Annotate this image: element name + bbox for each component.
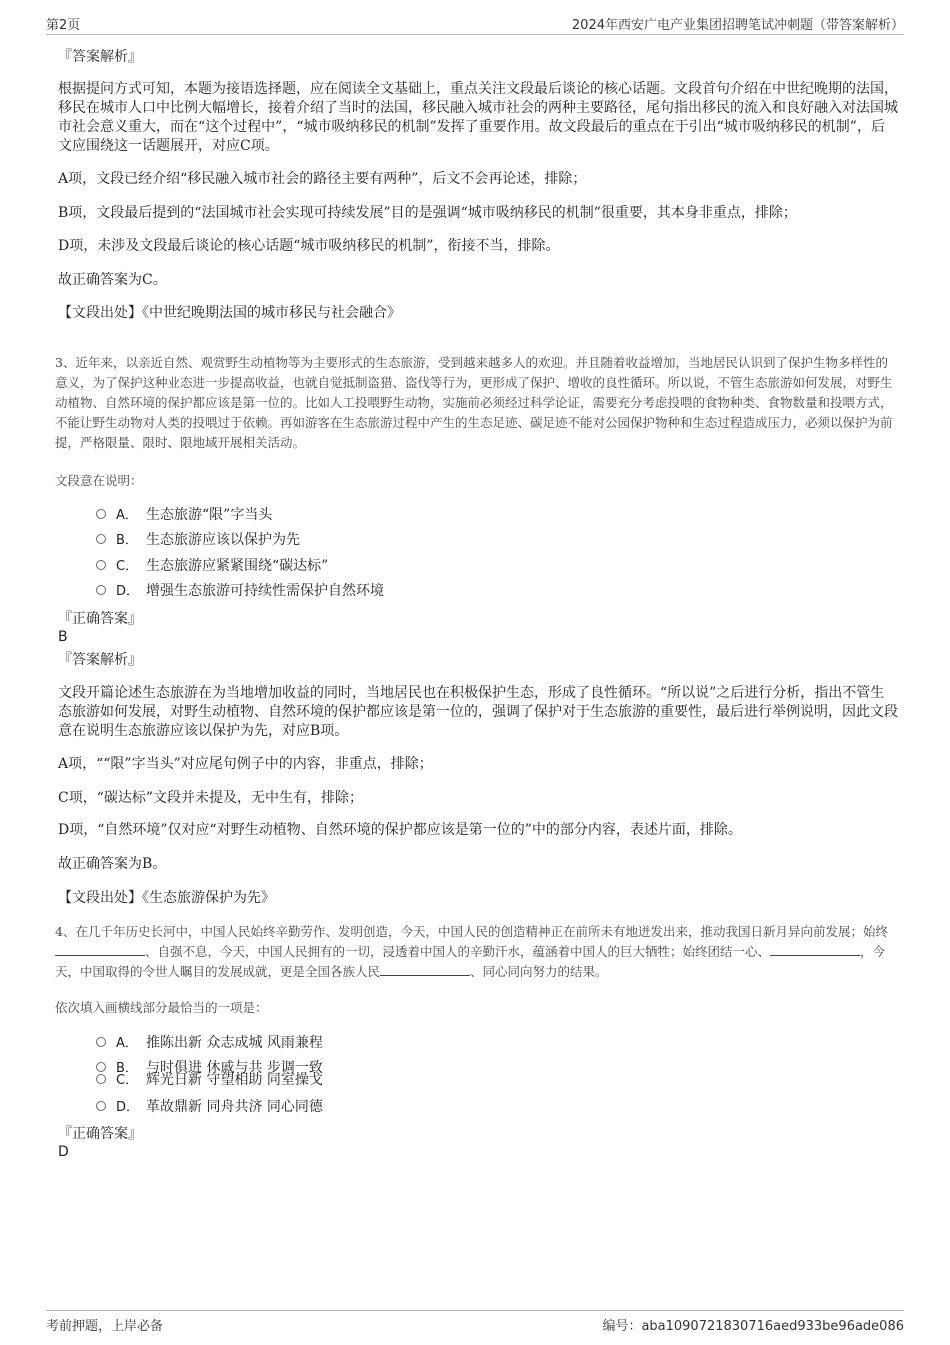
analysis-note-a: A项，文段已经介绍“移民融入城市社会的路径主要有两种”，后文不会再论述，排除；: [58, 171, 587, 187]
analysis-text: 根据提问方式可知，本题为接语选择题，应在阅读全文基础上，重点关注文段最后谈论的核心话题。文段首句介绍在中世纪晚期的法国，移民在城市人口中比例大幅增长，接着介绍了当时的法国，移民融入城市社会的两种主要路径，尾句指出移民的流入和良好融入对法国城市社会意义重大，而在“这个过程中”，“城市吸纳移民的机制”发挥了重要作用。故文段最后的重点在于引出“城市吸纳移民的机制”，后文应围绕这一话题展开，对应C项。: [58, 81, 898, 154]
correct-answer-label: 『正确答案』: [58, 1126, 142, 1142]
analysis-note-c: C项，“碳达标”文段并未提及，无中生有，排除；: [58, 790, 364, 806]
document-title: 2024年西安广电产业集团招聘笔试冲刺题（带答案解析）: [571, 18, 904, 33]
question-3-option-b[interactable]: B． 生态旅游应该以保护为先: [96, 531, 300, 550]
question-4-option-a[interactable]: A． 推陈出新 众志成城 风雨兼程: [96, 1034, 323, 1053]
radio-icon[interactable]: [96, 534, 106, 544]
correct-answer: B: [58, 629, 68, 645]
fill-blank-1[interactable]: [55, 943, 145, 956]
analysis-text: 文段开篇论述生态旅游在为当地增加收益的同时，当地居民也在积极保护生态，形成了良性循环。“所以说”之后进行分析，指出不管生态旅游如何发展，对野生动植物、自然环境的保护都应该是第一位的，强调了保护对于生态旅游的重要性，最后进行举例说明，因此文段意在说明生态旅游应该以保护为先，对应B项。: [58, 685, 898, 739]
correct-answer: D: [58, 1144, 69, 1160]
radio-icon[interactable]: [96, 1037, 106, 1047]
question-4-option-d[interactable]: D． 革故鼎新 同舟共济 同心同德: [96, 1098, 323, 1117]
question-4-option-b[interactable]: B． 与时俱进 休戚与共 步调一致: [96, 1059, 323, 1078]
analysis-note-d: D项，未涉及文段最后谈论的核心话题“城市吸纳移民的机制”，衔接不当，排除。: [58, 238, 560, 254]
analysis-note-d: D项，“自然环境”仅对应“对野生动植物、自然环境的保护都应该是第一位的”中的部分内容，表述片面，排除。: [58, 822, 742, 838]
page-header: [46, 14, 904, 35]
document-code: 编号：aba1090721830716aed933be96ade086: [602, 1319, 904, 1334]
question-4-ask: 依次填入画横线部分最恰当的一项是：: [55, 1000, 268, 1015]
question-3-stem: 3、近年来，以亲近自然、观赏野生动植物等为主要形式的生态旅游，受到越来越多人的欢迎。并且随着收益增加，当地居民认识到了保护生物多样性的意义，为了保护这种业态进一步提高收益，也就自觉抵制盗猎、盗伐等行为，更形成了保护、增收的良性循环。所以说，不管生态旅游如何发展，对野生动植物、自然环境的保护都应该是第一位的。比如人工投喂野生动物，实施前必须经过科学论证，需要充分考虑投喂的食物种类、食物数量和投喂方式，不能让野生动物对人类的投喂过于依赖。再如游客在生态旅游过程中产生的生态足迹、碳足迹不能对公园保护物种和生态过程造成压力，必须以保护为前提，严格限量、限时、限地域开展相关活动。: [55, 355, 893, 450]
question-3-option-d[interactable]: D． 增强生态旅游可持续性需保护自然环境: [96, 582, 384, 601]
analysis-label: 『答案解析』: [58, 652, 142, 668]
source: 【文段出处】《生态旅游保护为先》: [58, 890, 275, 906]
radio-icon[interactable]: [96, 509, 106, 519]
correct-answer-label: 『正确答案』: [58, 611, 142, 627]
fill-blank-3[interactable]: [380, 963, 470, 976]
question-4-option-c[interactable]: C． 辉光日新 守望相助 同室操戈: [96, 1071, 323, 1090]
question-3-option-c[interactable]: C． 生态旅游应紧紧围绕“碳达标”: [96, 557, 328, 576]
analysis-note-a: A项，““限”字当头”对应尾句例子中的内容，非重点，排除；: [58, 756, 433, 772]
analysis-label: 『答案解析』: [58, 49, 142, 65]
radio-icon[interactable]: [96, 1074, 106, 1084]
footer-slogan: 考前押题，上岸必备: [46, 1319, 164, 1334]
radio-icon[interactable]: [96, 585, 106, 595]
question-3-option-a[interactable]: A． 生态旅游“限”字当头: [96, 506, 272, 525]
fill-blank-2[interactable]: [770, 943, 860, 956]
source: 【文段出处】《中世纪晚期法国的城市移民与社会融合》: [58, 305, 401, 321]
question-4-stem: 4、在几千年历史长河中，中国人民始终辛勤劳作、发明创造，今天，中国人民的创造精神正在前所未有地迸发出来，推动我国日新月异向前发展；始终、自强不息，今天，中国人民拥有的一切，浸透着中国人的辛勤汗水，蕴涵着中国人的巨大牺牲；始终团结一心、 ，今天，中国取得的令世人瞩目的发展成就，更是全国各族人民 、同心同向努力的结果。: [55, 924, 888, 979]
radio-icon[interactable]: [96, 560, 106, 570]
question-3-ask: 文段意在说明：: [55, 473, 143, 488]
conclusion: 故正确答案为B。: [58, 856, 167, 872]
radio-icon[interactable]: [96, 1101, 106, 1111]
analysis-note-b: B项，文段最后提到的“法国城市社会实现可持续发展”目的是强调“城市吸纳移民的机制”很重要，其本身非重点，排除；: [58, 205, 797, 221]
page-number: 第2页: [46, 18, 81, 33]
conclusion: 故正确答案为C。: [58, 272, 167, 288]
page-footer: [46, 1310, 904, 1335]
